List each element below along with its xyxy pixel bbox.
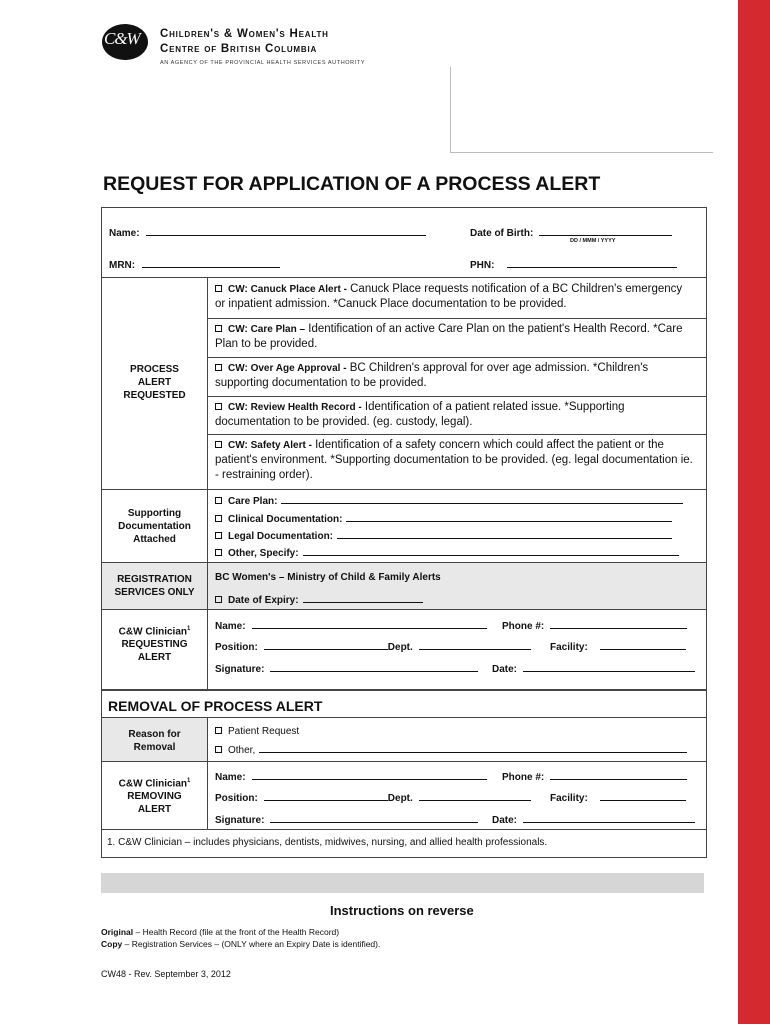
doc-other[interactable]: Other, Specify: (215, 546, 679, 559)
req-phone-field[interactable]: Phone #: (502, 619, 687, 632)
patient-label-box (450, 67, 713, 153)
mrn-label: MRN: (109, 260, 136, 271)
checkbox[interactable] (215, 727, 222, 734)
phn-line[interactable] (507, 258, 677, 268)
req-name-field[interactable]: Name: (215, 619, 487, 632)
reason-label: Reason for Removal (128, 729, 181, 753)
rem-phone-field[interactable]: Phone #: (502, 770, 687, 783)
rem-signature-field[interactable]: Signature: (215, 813, 478, 826)
req-signature-field[interactable]: Signature: (215, 662, 478, 675)
rem-name-field[interactable]: Name: (215, 770, 487, 783)
checkbox[interactable] (215, 746, 222, 753)
option-safety-alert[interactable]: CW: Safety Alert - Identification of a safety concern which could affect the patient or the patient's environment. *Supporting documentation to be provided. (eg. legal documentation ie. - restraining order). (215, 439, 693, 481)
reason-other[interactable]: Other, (215, 743, 687, 756)
option-review-health-record[interactable]: CW: Review Health Record - Identification of a patient related issue. *Supporting documentation to be provided. (eg. custody, legal). (215, 401, 625, 428)
doc-legal[interactable]: Legal Documentation: (215, 529, 672, 542)
req-facility-field[interactable]: Facility: (550, 640, 686, 653)
form-revision: CW48 - Rev. September 3, 2012 (101, 969, 231, 979)
footer-copy: Copy – Registration Services – (ONLY where an Expiry Date is identified). (101, 939, 381, 949)
checkbox[interactable] (215, 596, 222, 603)
checkbox[interactable] (215, 441, 222, 448)
doc-clinical[interactable]: Clinical Documentation: (215, 512, 672, 525)
dob-line[interactable] (539, 226, 672, 236)
registration-mcfd: BC Women's – Ministry of Child & Family Alerts (215, 572, 441, 583)
patient-name-field[interactable] (109, 226, 426, 239)
footer-original: Original – Health Record (file at the front of the Health Record) (101, 927, 340, 937)
checkbox[interactable] (215, 532, 222, 539)
rem-facility-field[interactable]: Facility: (550, 791, 686, 804)
logo-text: C&W (104, 29, 140, 48)
reason-patient-request[interactable]: Patient Request (215, 726, 299, 737)
checkbox[interactable] (215, 515, 222, 522)
instructions-heading: Instructions on reverse (330, 903, 474, 918)
supporting-doc-label: Supporting Documentation Attached (118, 508, 191, 545)
dob-label: Date of Birth: (470, 228, 534, 239)
agency-line: AN AGENCY OF THE PROVINCIAL HEALTH SERVICES AUTHORITY (160, 60, 366, 66)
checkbox[interactable] (215, 403, 222, 410)
rem-position-field[interactable]: Position: Dept. (215, 791, 531, 804)
dob-format: DD / MMM / YYYY (570, 238, 616, 244)
process-alert-label: PROCESS ALERT REQUESTED (123, 364, 186, 401)
red-side-bar (738, 0, 770, 1024)
org-name-line1: Children's & Women's Health (160, 28, 329, 40)
expiry-date-field[interactable]: Date of Expiry: (215, 593, 423, 606)
removing-clinician-label: C&W Clinician$^1$ REMOVING ALERT (118, 778, 191, 816)
rem-date-field[interactable]: Date: (492, 813, 695, 826)
phn-label: PHN: (470, 260, 495, 271)
checkbox[interactable] (215, 364, 222, 371)
option-canuck-place[interactable]: CW: Canuck Place Alert - Canuck Place requests notification of a BC Children's emergency or inpatient admission. *Canuck Place documentation to be provided. (215, 283, 683, 310)
phn-field[interactable] (470, 258, 677, 271)
checkbox[interactable] (215, 325, 222, 332)
req-position-field[interactable]: Position: Dept. (215, 640, 531, 653)
req-date-field[interactable]: Date: (492, 662, 695, 675)
checkbox[interactable] (215, 285, 222, 292)
removal-title: REMOVAL OF PROCESS ALERT (108, 698, 323, 714)
gray-divider-bar (101, 873, 704, 893)
requesting-clinician-label: C&W Clinician$^1$ REQUESTING ALERT (118, 626, 191, 664)
form-title: REQUEST FOR APPLICATION OF A PROCESS ALERT (103, 173, 601, 195)
registration-label: REGISTRATION SERVICES ONLY (114, 574, 195, 598)
option-care-plan[interactable]: CW: Care Plan – Identification of an active Care Plan on the patient's Health Record. *Care Plan to be provided. (215, 323, 683, 350)
org-name-line2: Centre of British Columbia (160, 43, 318, 55)
footnote: 1. C&W Clinician – includes physicians, dentists, midwives, nursing, and allied health professionals. (107, 837, 548, 848)
checkbox[interactable] (215, 549, 222, 556)
option-over-age[interactable]: CW: Over Age Approval - BC Children's approval for over age admission. *Children's supporting documentation to be provided. (215, 362, 649, 389)
mrn-field[interactable] (109, 258, 280, 271)
name-line[interactable] (146, 226, 426, 236)
checkbox[interactable] (215, 497, 222, 504)
name-label: Name: (109, 228, 140, 239)
mrn-line[interactable] (142, 258, 280, 268)
doc-care-plan[interactable]: Care Plan: (215, 494, 683, 507)
